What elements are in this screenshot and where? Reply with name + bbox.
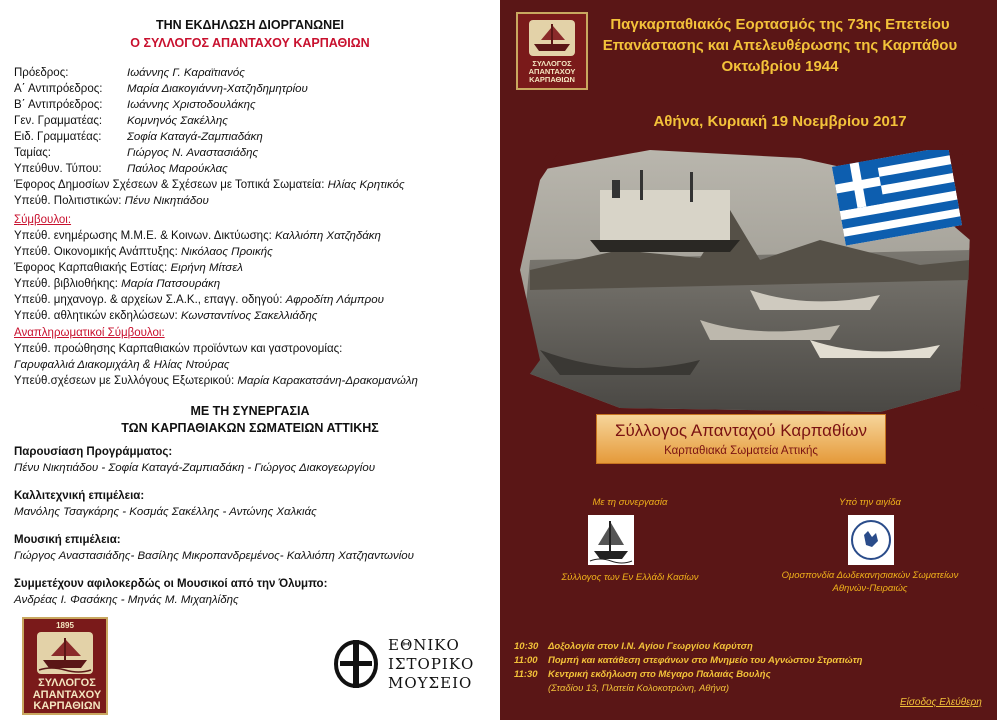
historic-harbor-photo <box>500 150 997 415</box>
logo-text-small: ΣΥΛΛΟΓΟΣ ΑΠΑΝΤΑΧΟΥ ΚΑΡΠΑΘΙΩΝ <box>528 59 576 84</box>
museum-line: ΕΘΝΙΚΟ <box>388 636 460 654</box>
board-row: Γεν. Γραμματέας: Κομνηνός Σακέλλης <box>14 115 228 127</box>
alt-advisor-line: Υπεύθ. προώθησης Καρπαθιακών προϊόντων και γαστρονομίας: <box>14 343 343 355</box>
banner-title: Σύλλογος Απανταχού Καρπαθίων <box>614 421 868 440</box>
artistic-names: Μανόλης Τσαγκάρης - Κοσμάς Σακέλλης - Αντώνης Χαλκιάς <box>14 506 317 518</box>
event-title-line1: Παγκαρπαθιακός Εορτασμός της 73ης Επετείου <box>610 16 950 33</box>
kasos-emblem-icon <box>588 515 634 565</box>
federation-emblem-icon <box>848 515 894 565</box>
ship-emblem-icon <box>529 20 575 56</box>
aegis-org-line2: Αθηνών-Πειραιώς <box>832 583 908 594</box>
coop-org: Σύλλογος των Εν Ελλάδι Κασίων <box>561 572 699 583</box>
ephor-public-row: Έφορος Δημοσίων Σχέσεων & Σχέσεων με Τοπικά Σωματεία: Ηλίας Κρητικός <box>14 179 405 191</box>
coop-label: Με τη συνεργασία <box>592 497 668 508</box>
board-row: Α΄ Αντιπρόεδρος: Μαρία Διακογιάννη-Χατζηδημητρίου <box>14 83 308 95</box>
organizer-name: Ο ΣΥΛΛΟΓΟΣ ΑΠΑΝΤΑΧΟΥ ΚΑΡΠΑΘΙΩΝ <box>130 36 370 50</box>
schedule-item: 11:30 Κεντρική εκδήλωση στο Μέγαρο Παλαιάς Βουλής <box>514 669 771 680</box>
advisor-row: Υπεύθ. Οικονομικής Ανάπτυξης: Νικόλαος Προικής <box>14 246 273 258</box>
aegis-org-line1: Ομοσπονδία Δωδεκανησιακών Σωματείων <box>781 570 959 581</box>
right-page <box>500 0 997 720</box>
museum-line: ΙΣΤΟΡΙΚΟ <box>388 655 475 673</box>
free-entry: Είσοδος Ελεύθερη <box>900 697 982 708</box>
event-title-line2: Επανάστασης και Απελευθέρωσης της Καρπάθου <box>602 37 958 54</box>
banner-subtitle: Καρπαθιακά Σωματεία Αττικής <box>664 445 818 457</box>
logo-year: 1895 <box>56 621 74 630</box>
organizer-title: ΤΗΝ ΕΚΔΗΛΩΣΗ ΔΙΟΡΓΑΝΩΝΕΙ <box>155 18 345 32</box>
museum-emblem-icon <box>332 638 380 690</box>
board-row: Β΄ Αντιπρόεδρος: Ιωάννης Χριστοδουλάκης <box>14 99 256 111</box>
board-row: Ειδ. Γραμματέας: Σοφία Καταγά-Ζαμπιαδάκη <box>14 131 263 143</box>
logo-text: ΣΥΛΛΟΓΟΣ ΑΠΑΝΤΑΧΟΥ ΚΑΡΠΑΘΙΩΝ <box>32 677 102 713</box>
board-row: Υπεύθυν. Τύπου: Παύλος Μαρούκλας <box>14 163 228 175</box>
advisor-row: Έφορος Καρπαθιακής Εστίας: Ειρήνη Μίτσελ <box>14 262 243 274</box>
advisor-row: Υπεύθ. βιβλιοθήκης: Μαρία Πατσουράκη <box>14 278 221 290</box>
musicians-title: Συμμετέχουν αφιλοκερδώς οι Μουσικοί από την Όλυμπο: <box>14 578 328 590</box>
schedule-item: 11:00 Πομπή και κατάθεση στεφάνων στο Μνημείο του Αγνώστου Στρατιώτη <box>514 655 863 666</box>
museum-name <box>388 636 474 693</box>
club-logo <box>22 617 108 715</box>
presentation-title: Παρουσίαση Προγράμματος: <box>14 446 173 458</box>
artistic-title: Καλλιτεχνική επιμέλεια: <box>14 490 145 502</box>
organizer-banner <box>596 414 886 464</box>
advisor-row: Υπεύθ. ενημέρωσης Μ.Μ.Ε. & Κοινων. Δικτύωσης: Καλλιόπη Χατζηδάκη <box>14 230 381 242</box>
advisors-title: Σύμβουλοι: <box>14 214 72 226</box>
cultural-row: Υπεύθ. Πολιτιστικών: Πένυ Νικητιάδου <box>14 195 209 207</box>
advisor-row: Υπεύθ. μηχανογρ. & αρχείων Σ.Α.Κ., επαγγ. οδηγού: Αφροδίτη Λάμπρου <box>14 294 384 306</box>
coop-title-2: ΤΩΝ ΚΑΡΠΑΘΙΑΚΩΝ ΣΩΜΑΤΕΙΩΝ ΑΤΤΙΚΗΣ <box>121 421 379 435</box>
advisor-row: Υπεύθ. αθλητικών εκδηλώσεων: Κωνσταντίνος Σακελλιάδης <box>14 310 318 322</box>
aegis-label: Υπό την αιγίδα <box>839 497 901 508</box>
schedule-item: 10:30 Δοξολογία στον Ι.Ν. Αγίου Γεωργίου Καρύτση <box>514 641 753 652</box>
alt-advisor-names: Γαρυφαλλιά Διακομιχάλη & Ηλίας Ντούρας <box>14 359 230 371</box>
music-names: Γιώργος Αναστασιάδης- Βασίλης Μικροπανδρεμένος- Καλλιόπη Χατζηαντωνίου <box>14 550 414 562</box>
board-row: Ταμίας: Γιώργος Ν. Αναστασιάδης <box>14 147 259 159</box>
event-title-line3: Οκτωβρίου 1944 <box>721 58 839 75</box>
schedule-note: (Σταδίου 13, Πλατεία Κολοκοτρώνη, Αθήνα) <box>548 683 730 694</box>
alt-advisor-row: Υπεύθ.σχέσεων με Συλλόγους Εξωτερικού: Μαρία Καρακατσάνη-Δρακομανώλη <box>14 375 418 387</box>
music-title: Μουσική επιμέλεια: <box>14 534 121 546</box>
event-date: Αθήνα, Κυριακή 19 Νοεμβρίου 2017 <box>653 113 907 130</box>
museum-line: ΜΟΥΣΕΙΟ <box>388 674 473 692</box>
alt-advisors-title: Αναπληρωματικοί Σύμβουλοι: <box>14 327 165 339</box>
presentation-names: Πένυ Νικητιάδου - Σοφία Καταγά-Ζαμπιαδάκη - Γιώργος Διακογεωργίου <box>14 462 376 474</box>
musicians-names: Ανδρέας Ι. Φασάκης - Μηνάς Μ. Μιχαηλίδης <box>14 594 239 606</box>
ship-emblem-icon <box>37 632 93 674</box>
coop-title-1: ΜΕ ΤΗ ΣΥΝΕΡΓΑΣΙΑ <box>190 404 310 418</box>
board-row: Πρόεδρος: Ιωάννης Γ. Καραϊτιανός <box>14 67 245 79</box>
club-logo-small <box>516 12 588 90</box>
